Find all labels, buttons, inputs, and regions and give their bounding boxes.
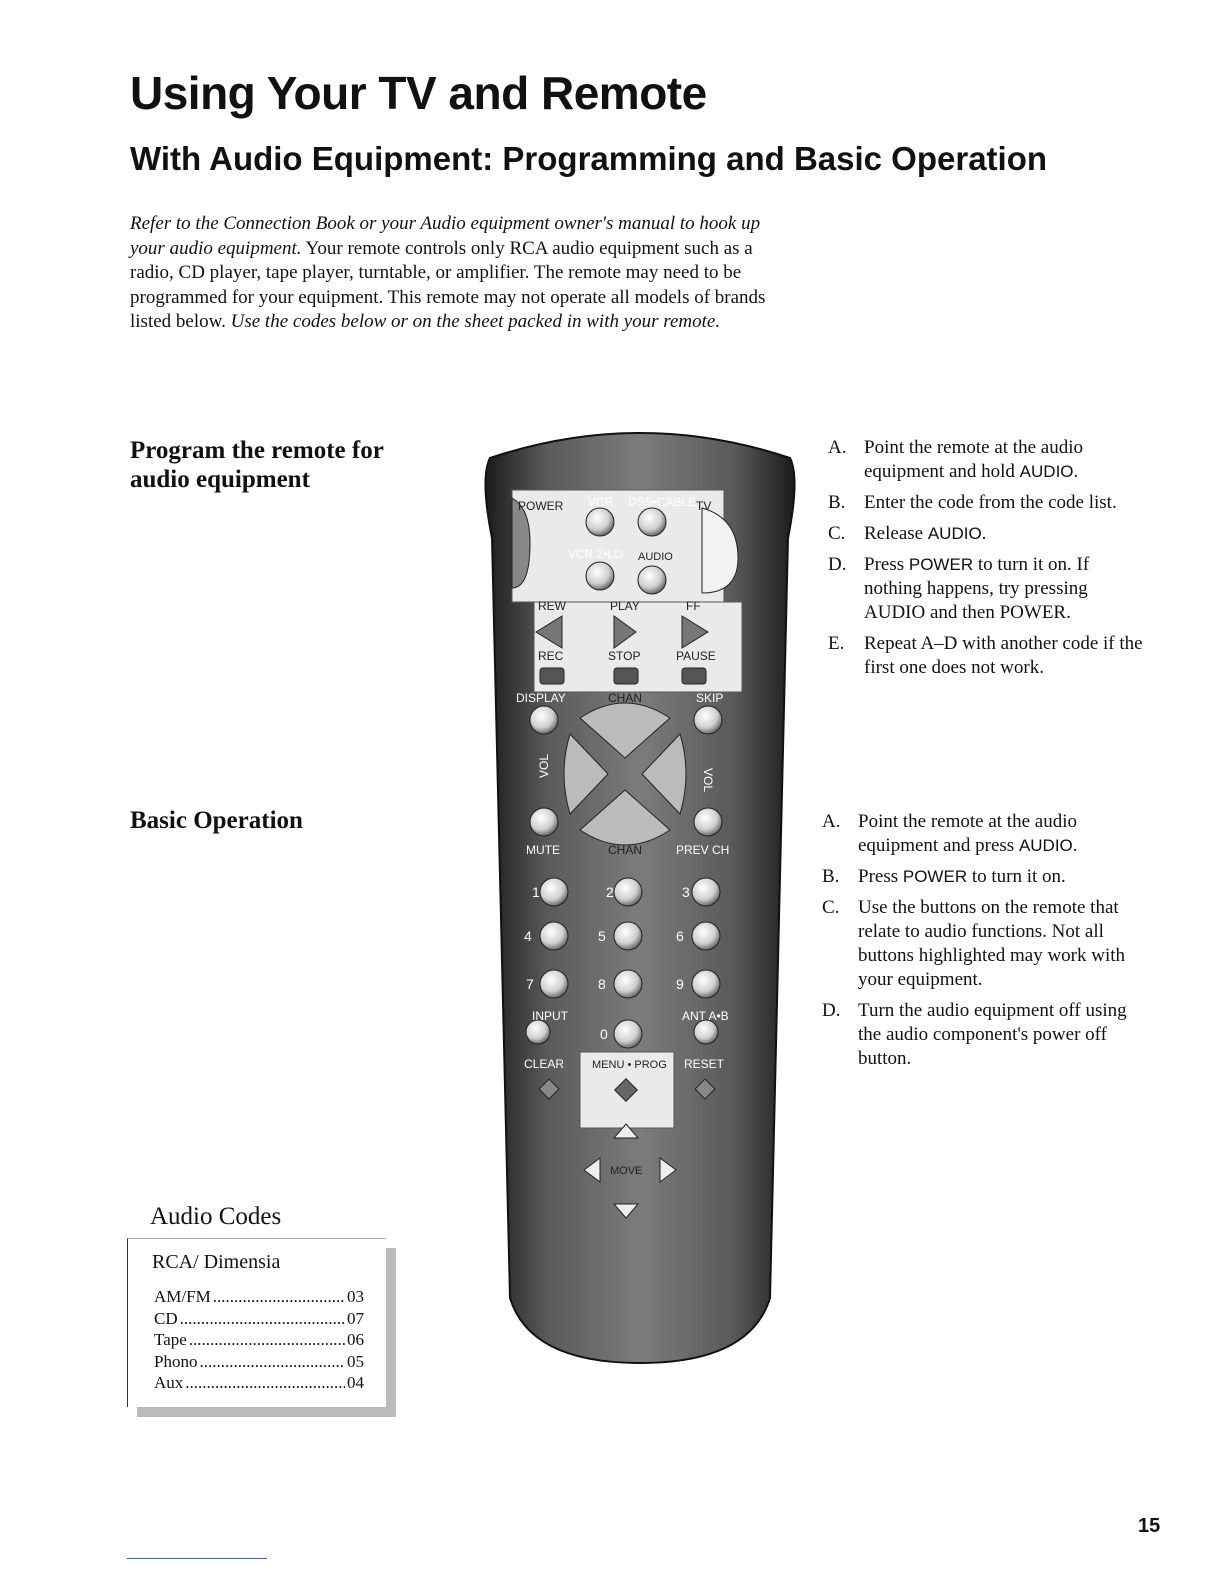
- step-text: [864, 523, 986, 544]
- step-item: [822, 810, 1148, 858]
- step-letter: D.: [822, 1000, 841, 1021]
- remote-label-ff: FF: [686, 599, 701, 613]
- step-letter: C.: [828, 523, 846, 544]
- intro-italic-start: Refer to the Connection Book or your Audio equipment owner's manual to hook up your audio equipment.: [130, 213, 761, 259]
- remote-label-dss-cable: DSS•CABLE: [628, 495, 697, 509]
- step-item: [822, 999, 1148, 1071]
- code-leader-dots: [213, 1287, 345, 1307]
- remote-label-chan-top: CHAN: [608, 691, 643, 705]
- audio-codes-title: Audio Codes: [150, 1203, 282, 1230]
- intro-body: Your remote controls only RCA audio equipment such as a radio, CD player, tape player, turntable, or amplifier. The remote may need to be programmed for your equipment. This remote may not operate all models of brands listed below.: [130, 237, 766, 332]
- program-heading: Program the remote for audio equipment: [130, 437, 384, 493]
- page-number: 15: [1138, 1515, 1161, 1537]
- step-text-main: Enter the code from the code list.: [864, 492, 1117, 513]
- step-item: [828, 553, 1148, 625]
- step-keyword: AUDIO: [927, 524, 982, 543]
- step-text: [864, 492, 1117, 513]
- remote-label-clear: CLEAR: [524, 1057, 565, 1071]
- remote-label-7: 7: [526, 976, 534, 992]
- step-text: [864, 437, 1083, 482]
- step-keyword: AUDIO: [1018, 836, 1073, 855]
- step-keyword: AUDIO: [1019, 462, 1074, 481]
- remote-label-4: 4: [524, 928, 532, 944]
- basic-steps-list: [822, 810, 1148, 1078]
- step-text-main: Point the remote at the audio equipment and press: [858, 811, 1077, 856]
- step-text: [864, 633, 1143, 678]
- remote-label-audio: AUDIO: [638, 551, 673, 563]
- step-letter: E.: [828, 633, 845, 654]
- remote-label-0: 0: [600, 1026, 608, 1042]
- remote-label-menu-prog: MENU • PROG: [592, 1059, 667, 1071]
- code-value: 05: [347, 1351, 364, 1371]
- step-letter: A.: [822, 811, 841, 832]
- step-text: [864, 554, 1089, 623]
- remote-label-ant-ab: ANT A•B: [682, 1009, 729, 1023]
- remote-label-prev-ch: PREV CH: [676, 843, 730, 857]
- remote-label-rew: REW: [538, 599, 566, 613]
- basic-operation-heading: Basic Operation: [130, 807, 303, 834]
- remote-label-tv: TV: [696, 499, 712, 513]
- step-item: [828, 522, 1148, 546]
- step-text-after: to turn it on.: [967, 866, 1066, 887]
- step-item: [828, 436, 1148, 484]
- step-text: [858, 811, 1078, 856]
- code-device: Tape: [154, 1330, 187, 1349]
- remote-label-display: DISPLAY: [516, 691, 566, 705]
- remote-label-mute: MUTE: [526, 843, 560, 857]
- step-keyword: POWER: [902, 867, 968, 886]
- step-letter: D.: [828, 554, 847, 575]
- remote-label-skip: SKIP: [696, 691, 724, 705]
- remote-label-input: INPUT: [532, 1009, 568, 1023]
- code-value: 06: [347, 1330, 364, 1349]
- step-text-main: Press: [858, 866, 903, 887]
- remote-label-vol-left: VOL: [537, 753, 551, 778]
- remote-label-1: 1: [532, 884, 540, 900]
- intro-italic-end: Use the codes below or on the sheet packed in with your remote.: [230, 311, 721, 332]
- page-subtitle: With Audio Equipment: Programming and Basic Operation: [130, 140, 1048, 177]
- step-item: [828, 632, 1148, 680]
- code-leader-dots: [189, 1330, 345, 1350]
- step-item: [822, 865, 1148, 889]
- step-letter: B.: [822, 866, 840, 887]
- code-leader-dots: [185, 1373, 345, 1393]
- code-leader-dots: [199, 1352, 345, 1372]
- step-text: [858, 897, 1125, 990]
- remote-label-vcr: VCR: [588, 495, 614, 509]
- code-row: [154, 1309, 364, 1329]
- remote-label-2: 2: [606, 884, 614, 900]
- remote-label-move: MOVE: [610, 1165, 643, 1177]
- step-text-main: Turn the audio equipment off using the audio component's power off button.: [858, 1000, 1127, 1069]
- code-row: [154, 1352, 364, 1372]
- remote-label-power: POWER: [518, 499, 564, 513]
- step-keyword: POWER: [908, 555, 974, 574]
- remote-label-6: 6: [676, 928, 684, 944]
- remote-control-image: [470, 418, 810, 1368]
- code-row: [154, 1330, 364, 1350]
- code-device: Phono: [154, 1351, 198, 1371]
- step-text-main: Repeat A–D with another code if the first one does not work.: [864, 633, 1143, 678]
- remote-label-vol-right: VOL: [701, 768, 715, 793]
- remote-label-reset: RESET: [684, 1057, 725, 1071]
- remote-label-play: PLAY: [610, 599, 640, 613]
- remote-label-vcr2-ld: VCR 2•LD: [568, 547, 623, 561]
- code-value: 03: [347, 1287, 364, 1306]
- remote-label-3: 3: [682, 884, 690, 900]
- step-text-main: Use the buttons on the remote that relate to audio functions. Not all buttons highlighted may work with your equipment.: [858, 897, 1126, 990]
- page-title: Using Your TV and Remote: [130, 67, 707, 119]
- step-text: [858, 1000, 1127, 1069]
- step-text-after: to turn it on. If nothing happens, try pressing AUDIO and then POWER.: [864, 554, 1090, 623]
- code-value: 04: [347, 1373, 364, 1392]
- step-text-main: Press: [864, 554, 909, 575]
- code-row: [154, 1373, 364, 1393]
- step-text-main: Point the remote at the audio equipment and hold: [864, 437, 1083, 482]
- step-letter: A.: [828, 437, 847, 458]
- remote-label-8: 8: [598, 976, 606, 992]
- remote-label-5: 5: [598, 928, 606, 944]
- step-letter: B.: [828, 492, 846, 513]
- intro-paragraph: [130, 212, 795, 335]
- code-row: [154, 1287, 364, 1307]
- step-text: [858, 866, 1066, 887]
- codes-brand: RCA/ Dimensia: [152, 1251, 281, 1273]
- step-text-after: .: [1073, 461, 1079, 482]
- code-device: Aux: [154, 1373, 184, 1392]
- remote-label-chan-bottom: CHAN: [608, 843, 643, 857]
- code-device: CD: [154, 1308, 178, 1328]
- code-value: 07: [347, 1308, 364, 1328]
- step-text-after: .: [981, 523, 987, 544]
- footer-link-line: [127, 1558, 267, 1559]
- remote-label-pause: PAUSE: [676, 649, 716, 663]
- code-leader-dots: [180, 1309, 345, 1329]
- step-item: [828, 491, 1148, 515]
- step-item: [822, 896, 1148, 992]
- remote-illustration: [470, 418, 810, 1368]
- remote-label-9: 9: [676, 976, 684, 992]
- step-text-after: .: [1072, 835, 1078, 856]
- step-text-main: Release: [864, 523, 928, 544]
- code-device: AM/FM: [154, 1287, 211, 1306]
- step-letter: C.: [822, 897, 840, 918]
- audio-codes-table: [127, 1238, 386, 1407]
- program-steps-list: [828, 436, 1148, 687]
- remote-label-stop: STOP: [608, 649, 641, 663]
- remote-label-rec: REC: [538, 649, 564, 663]
